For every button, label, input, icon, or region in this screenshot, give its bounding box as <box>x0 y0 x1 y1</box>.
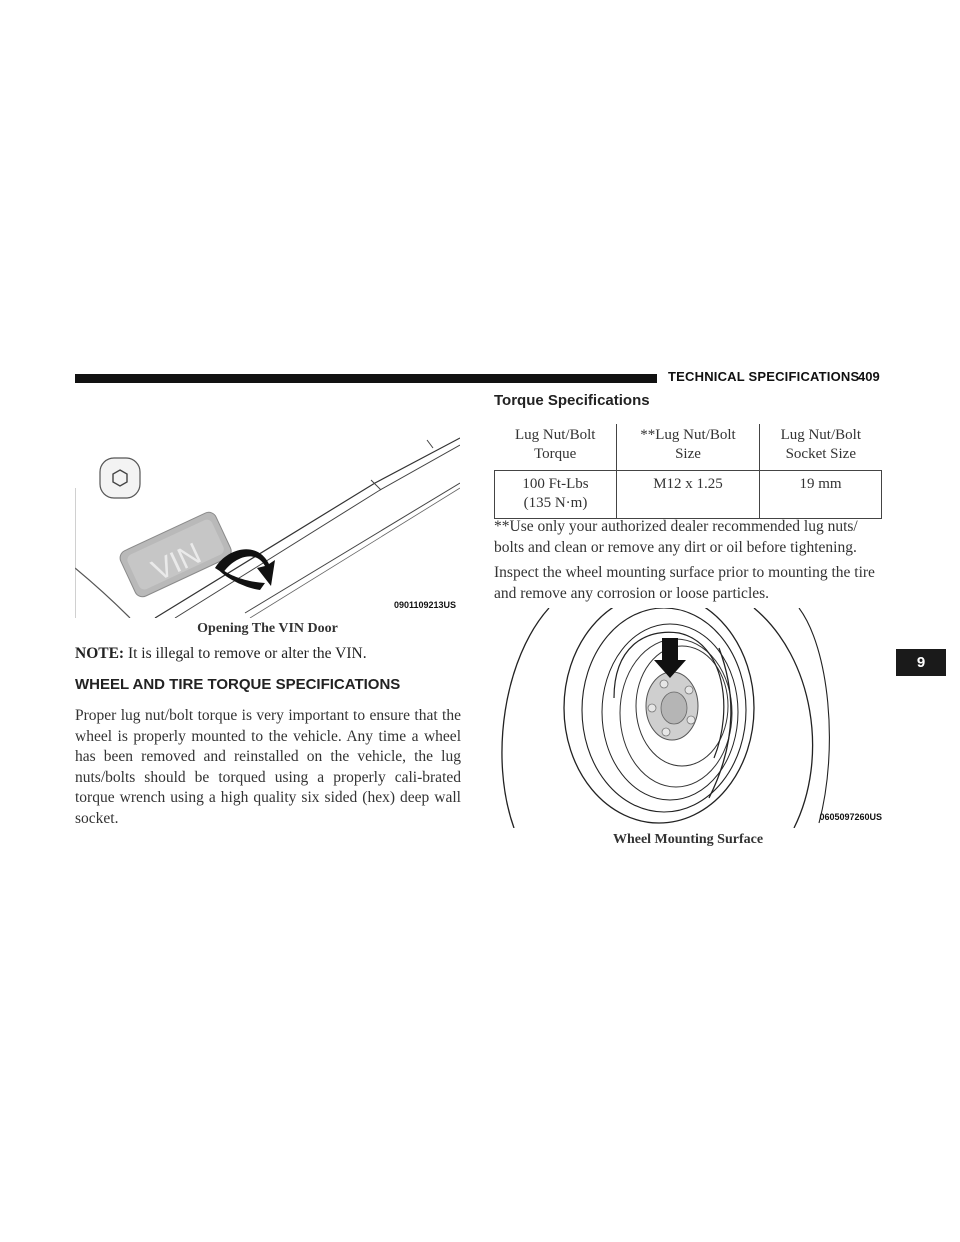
figure-caption: Wheel Mounting Surface <box>612 832 764 847</box>
subsection-heading: Torque Specifications <box>494 392 650 409</box>
vin-plate-label: VIN <box>146 536 207 588</box>
chapter-tab[interactable]: 9 <box>896 649 946 676</box>
note-text: It is illegal to remove or alter the VIN. <box>127 645 367 662</box>
wheel-illustration <box>494 608 882 828</box>
section-heading: WHEEL AND TIRE TORQUE SPECIFICATIONS <box>75 676 401 693</box>
figure-code: 0605097260US <box>819 812 882 822</box>
wheel-figure <box>494 608 882 828</box>
body-paragraph: Proper lug nut/bolt torque is very important to ensure that the wheel is properly mounted to the vehicle. Any time a wheel has been removed and reinstalled on the vehicle, the lug nuts/bolts should be torqued using a properly cali-brated torque wrench using a high quality six sided (hex) deep wall socket. <box>75 707 461 827</box>
figure-code: 0901109213US <box>393 600 456 610</box>
section-title: TECHNICAL SPECIFICATIONS <box>668 369 860 384</box>
figure-caption: Opening The VIN Door <box>197 621 338 636</box>
note-label: NOTE: <box>75 645 125 662</box>
table-cell-size: M12 x 1.25 <box>616 471 759 519</box>
table-row <box>495 471 882 519</box>
table-header-torque: Lug Nut/Bolt Torque <box>495 424 617 471</box>
note <box>75 645 460 663</box>
page-number: 409 <box>858 369 880 384</box>
vin-door-figure <box>75 418 460 618</box>
vin-door-illustration <box>75 418 460 618</box>
footnote-paragraph: **Use only your authorized dealer recommended lug nuts/ bolts and clean or remove any dirt or oil before tightening. <box>494 518 858 556</box>
inspect-paragraph: Inspect the wheel mounting surface prior to mounting the tire and remove any corrosion or loose particles. <box>494 564 875 602</box>
table-header-socket: Lug Nut/Bolt Socket Size <box>760 424 882 471</box>
header-rule <box>75 374 657 383</box>
table-cell-torque: 100 Ft-Lbs (135 N·m) <box>495 471 617 519</box>
table-header-row <box>495 424 882 471</box>
table-header-size: **Lug Nut/Bolt Size <box>616 424 759 471</box>
torque-table <box>494 424 882 519</box>
table-cell-socket: 19 mm <box>760 471 882 519</box>
